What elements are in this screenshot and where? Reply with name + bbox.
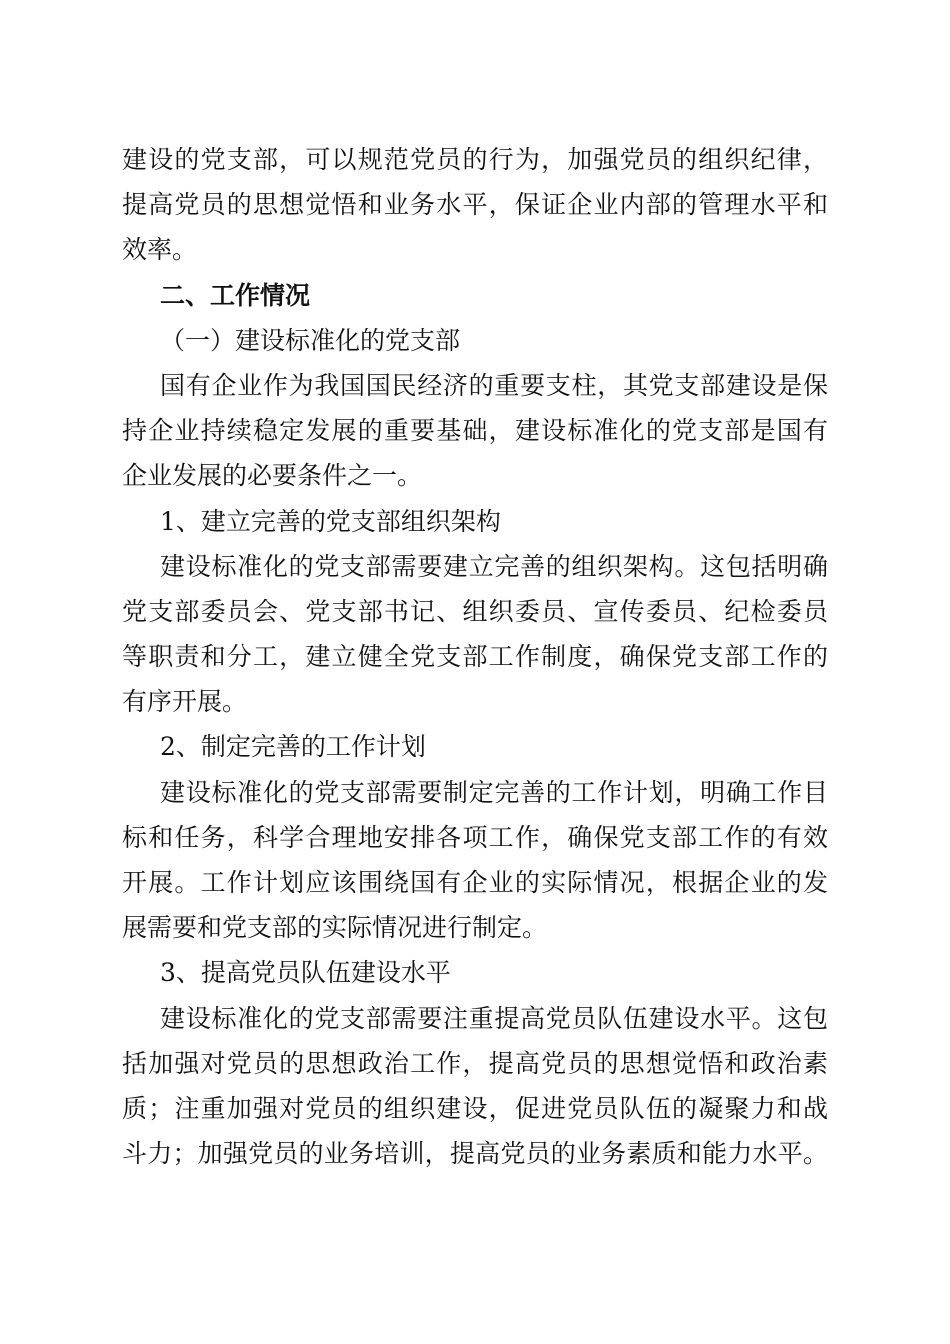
paragraph-line: 建设的党支部，可以规范党员的行为，加强党员的组织纪律， — [122, 145, 828, 174]
paragraph-line: 有序开展。 — [122, 687, 248, 717]
paragraph-line: 建设标准化的党支部需要制定完善的工作计划，明确工作目 — [160, 777, 828, 807]
paragraph-line: 党支部委员会、党支部书记、组织委员、宣传委员、纪检委员 — [122, 596, 828, 626]
subsection-heading: （一）建设标准化的党支部 — [160, 325, 461, 355]
document-body — [122, 137, 828, 1176]
paragraph-line: 开展。工作计划应该围绕国有企业的实际情况，根据企业的发 — [122, 868, 828, 897]
paragraph-line: 国有企业作为我国国民经济的重要支柱，其党支部建设是保 — [160, 370, 828, 400]
paragraph-line: 等职责和分工，建立健全党支部工作制度，确保党支部工作的 — [122, 642, 828, 672]
numbered-heading: 2、制定完善的工作计划 — [160, 732, 426, 762]
numbered-heading: 1、建立完善的党支部组织架构 — [160, 506, 501, 536]
paragraph-line: 提高党员的思想觉悟和业务水平，保证企业内部的管理水平和 — [122, 190, 828, 220]
numbered-heading: 3、提高党员队伍建设水平 — [160, 958, 451, 988]
paragraph-line: 标和任务，科学合理地安排各项工作，确保党支部工作的有效 — [122, 822, 828, 852]
paragraph-line: 展需要和党支部的实际情况进行制定。 — [122, 913, 548, 943]
paragraph-line: 建设标准化的党支部需要建立完善的组织架构。这包括明确 — [160, 551, 828, 581]
paragraph-line: 括加强对党员的思想政治工作，提高党员的思想觉悟和政治素 — [122, 1048, 828, 1078]
paragraph-line: 质；注重加强对党员的组织建设，促进党员队伍的凝聚力和战 — [122, 1093, 828, 1123]
paragraph-line: 持企业持续稳定发展的重要基础，建设标准化的党支部是国有 — [122, 416, 828, 446]
section-heading: 二、工作情况 — [160, 280, 311, 310]
paragraph-line: 企业发展的必要条件之一。 — [122, 461, 423, 491]
paragraph-line: 斗力；加强党员的业务培训，提高党员的业务素质和能力水平。 — [122, 1139, 828, 1169]
paragraph-line: 建设标准化的党支部需要注重提高党员队伍建设水平。这包 — [160, 1003, 828, 1033]
paragraph-line: 效率。 — [122, 235, 198, 265]
